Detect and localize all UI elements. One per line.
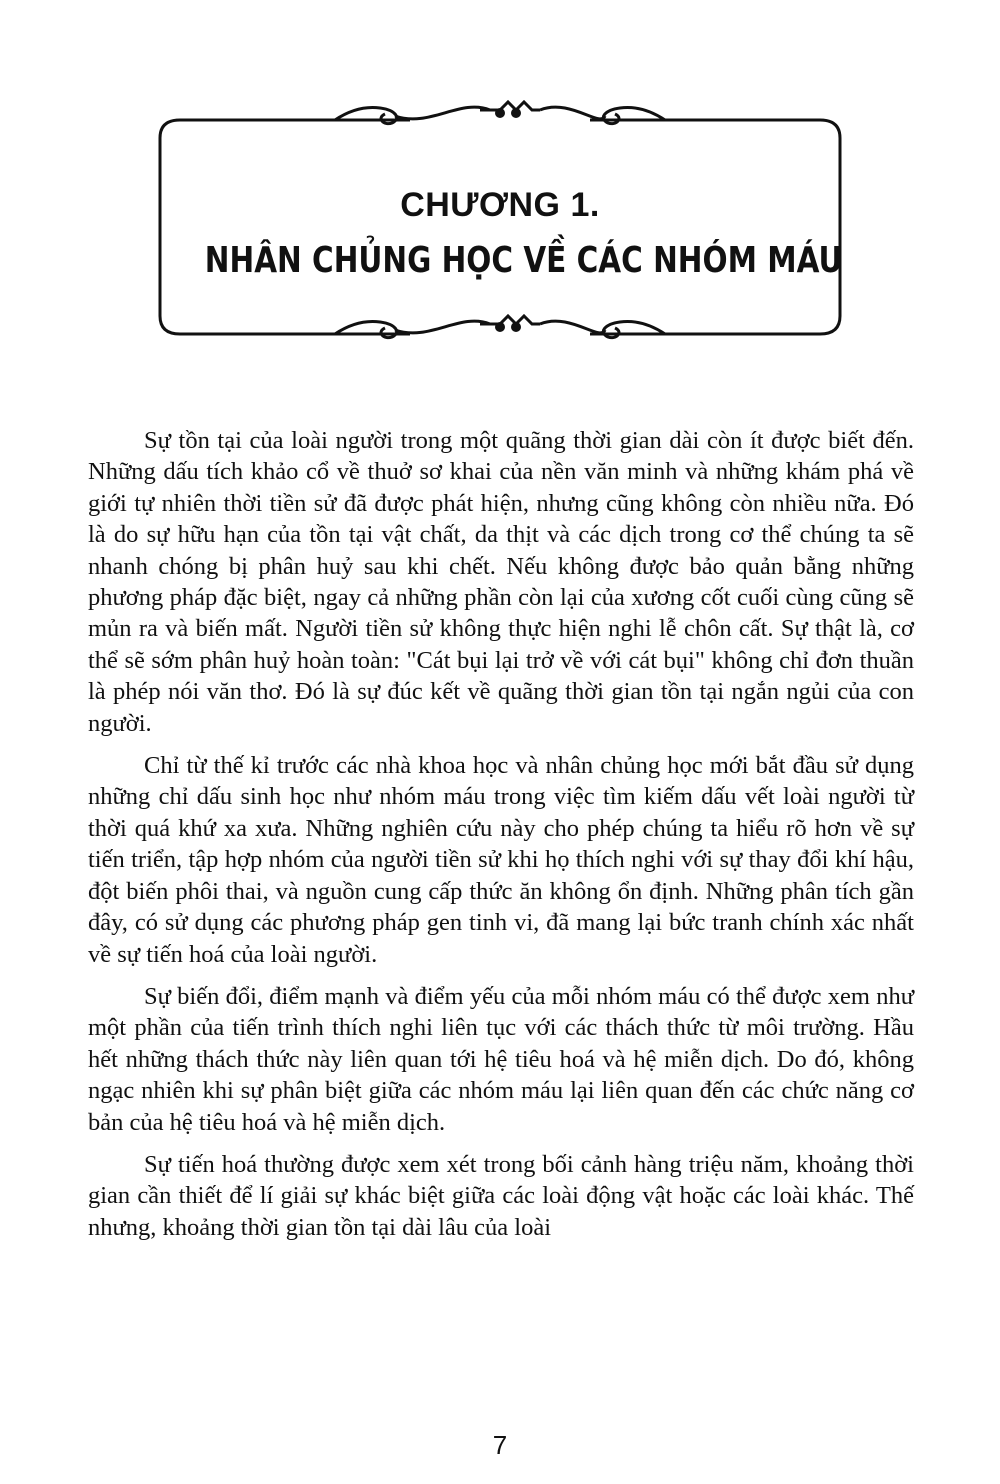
- page-number: 7: [492, 1430, 508, 1460]
- paragraph: Sự tồn tại của loài người trong một quãng thời gian dài còn ít được biết đến. Những dấu tích khảo cổ về thuở sơ khai của nền văn minh và những khám phá về giới tự nhiên thời tiền sử đã được phát hiện, nhưng cũng không còn nhiều nữa. Đó là do sự hữu hạn của tồn tại vật chất, da thịt và các dịch trong cơ thể chúng ta sẽ nhanh chóng bị phân huỷ sau khi chết. Nếu không được bảo quản bằng những phương pháp đặc biệt, ngay cả những phần còn lại của xương cốt cuối cùng cũng sẽ mủn ra và biến mất. Người tiền sử không thực hiện nghi lễ chôn cất. Sự thật là, cơ thể sẽ sớm phân huỷ hoàn toàn: "Cát bụi lại trở về với cát bụi" không chỉ đơn thuần là phép nói văn thơ. Đó là sự đúc kết về quãng thời gian tồn tại ngắn ngủi của con người.: [88, 427, 914, 737]
- paragraph: Sự tiến hoá thường được xem xét trong bối cảnh hàng triệu năm, khoảng thời gian cần thiết để lí giải sự khác biệt giữa các loài động vật hoặc các loài khác. Thế nhưng, khoảng thời gian tồn tại dài lâu của loài: [88, 1150, 914, 1241]
- paragraph: Sự biến đổi, điểm mạnh và điểm yếu của mỗi nhóm máu có thể được xem như một phần của tiến trình thích nghi liên tục với các thách thức từ môi trường. Hầu hết những thách thức này liên quan tới hệ tiêu hoá và hệ miễn dịch. Do đó, không ngạc nhiên khi sự phân biệt giữa các nhóm máu lại liên quan đến các chức năng cơ bản của hệ tiêu hoá và hệ miễn dịch.: [88, 982, 914, 1136]
- chapter-number: CHƯƠNG 1.: [400, 186, 600, 224]
- paragraph: Chỉ từ thế kỉ trước các nhà khoa học và nhân chủng học mới bắt đầu sử dụng những chỉ dấu sinh học như nhóm máu trong việc tìm kiếm dấu vết loài người từ thời quá khứ xa xưa. Những nghiên cứu này cho phép chúng ta hiểu rõ hơn về sự tiến triển, tập hợp nhóm của người tiền sử khi họ thích nghi với sự thay đổi khí hậu, đột biến phôi thai, và nguồn cung cấp thức ăn không ổn định. Những phân tích gần đây, có sử dụng các phương pháp gen tinh vi, đã mang lại bức tranh chính xác nhất về sự tiến hoá của loài người.: [88, 752, 914, 968]
- chapter-body-text: [88, 425, 914, 1254]
- chapter-title: NHÂN CHỦNG HỌC VỀ CÁC NHÓM MÁU: [204, 240, 843, 281]
- chapter-header-frame: [140, 88, 860, 358]
